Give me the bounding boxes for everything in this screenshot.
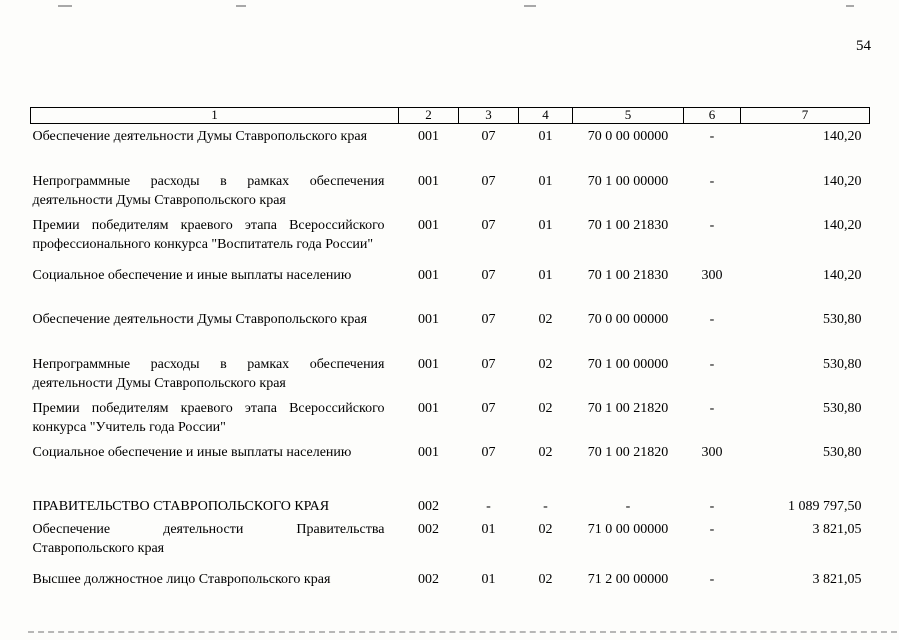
row-section-cell: 07: [481, 444, 496, 460]
column-header-7: 7: [741, 108, 870, 124]
row-expense-type-cell: -: [709, 129, 715, 144]
column-header-5: 5: [573, 108, 684, 124]
row-name-cell: Премии победителям краевого этапа Всероссийского профессионального конкурса "Воспитатель года России": [32, 217, 385, 252]
table-row: [31, 517, 870, 567]
row-subsection-cell: 02: [538, 400, 553, 416]
page-number: 54: [856, 38, 871, 54]
row-expense-type-cell: -: [709, 356, 715, 372]
row-code-cell: 001: [418, 267, 439, 283]
row-expense-type-cell: -: [709, 312, 715, 327]
budget-table: [30, 107, 870, 589]
column-header-2: 2: [399, 108, 459, 124]
scan-artifact-top: [236, 5, 246, 7]
row-name-cell: Социальное обеспечение и иные выплаты населению: [32, 267, 352, 283]
table-row: [31, 352, 870, 396]
table-row: [31, 567, 870, 590]
row-target-article-cell: 70 0 00 00000: [587, 129, 669, 144]
row-target-article-cell: 70 1 00 00000: [587, 173, 669, 189]
row-section-cell: 07: [481, 217, 496, 233]
row-amount-cell: 140,20: [823, 173, 862, 189]
table-row: [31, 307, 870, 352]
row-subsection-cell: 01: [538, 217, 553, 233]
column-header-4: 4: [519, 108, 573, 124]
row-amount-cell: 140,20: [823, 217, 862, 233]
row-target-article-cell: 71 0 00 00000: [587, 521, 669, 537]
row-section-cell: 01: [481, 521, 496, 537]
row-name-cell: Высшее должностное лицо Ставропольского края: [32, 571, 331, 587]
row-subsection-cell: 01: [538, 173, 553, 189]
row-code-cell: 001: [418, 129, 439, 144]
row-expense-type-cell: -: [709, 499, 715, 514]
table-header: [31, 108, 870, 124]
row-expense-type-cell: -: [709, 173, 715, 189]
row-subsection-cell: 02: [538, 571, 553, 587]
row-target-article-cell: 70 1 00 21820: [587, 400, 669, 416]
row-target-article-cell: -: [625, 499, 631, 514]
row-code-cell: 001: [418, 356, 439, 372]
row-subsection-cell: 01: [538, 129, 553, 144]
row-subsection-cell: 02: [538, 521, 553, 537]
row-section-cell: 01: [481, 571, 496, 587]
row-name-cell: Обеспечение деятельности Правительства Ставропольского края: [32, 521, 385, 556]
row-code-cell: 002: [418, 571, 439, 587]
table-row: [31, 440, 870, 495]
row-code-cell: 001: [418, 400, 439, 416]
scan-artifact-top: [846, 5, 854, 7]
row-name-cell: Непрограммные расходы в рамках обеспечения деятельности Думы Ставропольского края: [32, 173, 385, 208]
row-name-cell: Обеспечение деятельности Думы Ставропольского края: [32, 129, 368, 144]
row-amount-cell: 3 821,05: [812, 571, 862, 587]
table-header-row: [31, 108, 870, 124]
row-subsection-cell: 02: [538, 444, 553, 460]
row-amount-cell: 140,20: [823, 129, 862, 144]
table-row: [31, 213, 870, 263]
row-section-cell: 07: [481, 400, 496, 416]
row-expense-type-cell: -: [709, 571, 715, 587]
row-subsection-cell: 01: [538, 267, 553, 283]
row-target-article-cell: 70 1 00 21830: [587, 217, 669, 233]
row-amount-cell: 530,80: [823, 444, 862, 460]
row-code-cell: 001: [418, 444, 439, 460]
column-header-3: 3: [459, 108, 519, 124]
row-amount-cell: 1 089 797,50: [788, 499, 862, 514]
row-section-cell: -: [486, 499, 491, 514]
row-amount-cell: 530,80: [823, 356, 862, 372]
table-row: [31, 396, 870, 440]
row-name-cell: Непрограммные расходы в рамках обеспечения деятельности Думы Ставропольского края: [32, 356, 385, 391]
column-header-6: 6: [684, 108, 741, 124]
row-code-cell: 001: [418, 312, 439, 327]
row-target-article-cell: 70 0 00 00000: [587, 312, 669, 327]
row-subsection-cell: 02: [538, 312, 553, 327]
row-amount-cell: 3 821,05: [812, 521, 862, 537]
row-code-cell: 001: [418, 173, 439, 189]
row-section-cell: 07: [481, 129, 496, 144]
row-name-cell: Премии победителям краевого этапа Всероссийского конкурса "Учитель года России": [32, 400, 385, 435]
scan-artifact-top: [58, 5, 72, 7]
row-expense-type-cell: 300: [701, 444, 723, 460]
row-subsection-cell: -: [543, 499, 548, 514]
table-row: [31, 263, 870, 308]
table-body: [31, 124, 870, 590]
scan-artifact-bottom: [28, 631, 897, 633]
table-row: [31, 124, 870, 169]
row-amount-cell: 530,80: [823, 400, 862, 416]
row-code-cell: 002: [418, 521, 439, 537]
table-row: [31, 169, 870, 213]
row-target-article-cell: 70 1 00 00000: [587, 356, 669, 372]
row-section-cell: 07: [481, 312, 496, 327]
row-name-cell: Социальное обеспечение и иные выплаты населению: [32, 444, 352, 460]
row-target-article-cell: 70 1 00 21820: [587, 444, 669, 460]
row-code-cell: 002: [418, 499, 439, 514]
row-section-cell: 07: [481, 356, 496, 372]
table-row: [31, 494, 870, 517]
scan-artifact-top: [524, 5, 536, 7]
row-target-article-cell: 71 2 00 00000: [587, 571, 669, 587]
column-header-1: 1: [31, 108, 399, 124]
row-expense-type-cell: 300: [701, 267, 723, 283]
row-expense-type-cell: -: [709, 521, 715, 537]
row-target-article-cell: 70 1 00 21830: [587, 267, 669, 283]
row-section-cell: 07: [481, 267, 496, 283]
row-amount-cell: 140,20: [823, 267, 862, 283]
row-expense-type-cell: -: [709, 217, 715, 233]
row-code-cell: 001: [418, 217, 439, 233]
row-section-cell: 07: [481, 173, 496, 189]
row-expense-type-cell: -: [709, 400, 715, 416]
row-name-cell: Обеспечение деятельности Думы Ставропольского края: [32, 312, 368, 327]
row-name-cell: ПРАВИТЕЛЬСТВО СТАВРОПОЛЬСКОГО КРАЯ: [32, 499, 330, 514]
row-amount-cell: 530,80: [823, 312, 862, 327]
row-subsection-cell: 02: [538, 356, 553, 372]
